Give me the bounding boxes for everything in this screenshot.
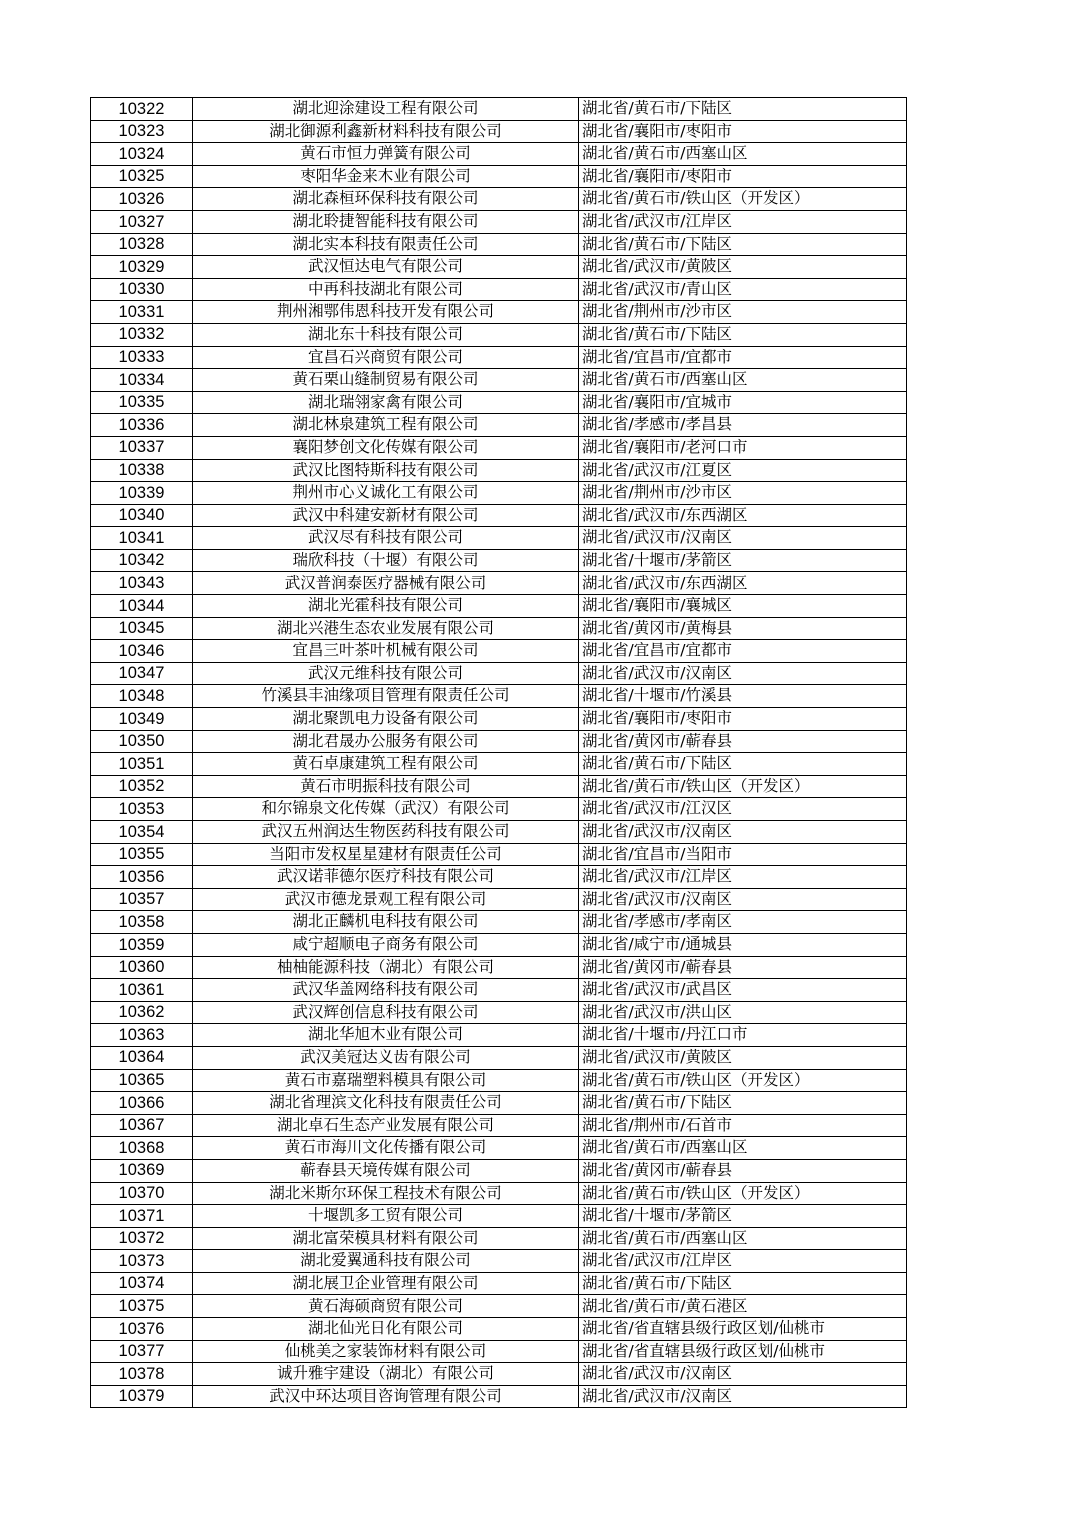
- company-name-cell: 黄石市嘉瑞塑料模具有限公司: [193, 1069, 579, 1092]
- table-row: [91, 1182, 907, 1205]
- table-row: [91, 685, 907, 708]
- company-location-cell: 湖北省/省直辖县级行政区划/仙桃市: [579, 1340, 907, 1363]
- company-location-cell: 湖北省/黄石市/下陆区: [579, 233, 907, 256]
- table-row: [91, 866, 907, 889]
- company-name-cell: 武汉市德龙景观工程有限公司: [193, 888, 579, 911]
- row-number-cell: 10346: [91, 640, 193, 663]
- row-number-cell: 10356: [91, 866, 193, 889]
- company-location-cell: 湖北省/武汉市/汉南区: [579, 1363, 907, 1386]
- table-row: [91, 527, 907, 550]
- row-number-cell: 10332: [91, 323, 193, 346]
- company-location-cell: 湖北省/武汉市/武昌区: [579, 979, 907, 1002]
- table-body: [91, 98, 907, 1408]
- company-name-cell: 宜昌石兴商贸有限公司: [193, 346, 579, 369]
- company-location-cell: 湖北省/武汉市/江岸区: [579, 210, 907, 233]
- company-name-cell: 襄阳梦创文化传媒有限公司: [193, 436, 579, 459]
- company-name-cell: 湖北迎涂建设工程有限公司: [193, 98, 579, 121]
- table-row: [91, 1205, 907, 1228]
- company-location-cell: 湖北省/武汉市/江岸区: [579, 1250, 907, 1273]
- company-name-cell: 蕲春县天境传媒有限公司: [193, 1159, 579, 1182]
- company-name-cell: 湖北米斯尔环保工程技术有限公司: [193, 1182, 579, 1205]
- table-row: [91, 911, 907, 934]
- company-name-cell: 黄石市明振科技有限公司: [193, 775, 579, 798]
- company-name-cell: 湖北正麟机电科技有限公司: [193, 911, 579, 934]
- company-name-cell: 湖北展卫企业管理有限公司: [193, 1272, 579, 1295]
- row-number-cell: 10378: [91, 1363, 193, 1386]
- company-name-cell: 诚升雅宇建设（湖北）有限公司: [193, 1363, 579, 1386]
- table-row: [91, 459, 907, 482]
- company-location-cell: 湖北省/黄石市/西塞山区: [579, 143, 907, 166]
- row-number-cell: 10325: [91, 165, 193, 188]
- row-number-cell: 10333: [91, 346, 193, 369]
- company-location-cell: 湖北省/宜昌市/当阳市: [579, 843, 907, 866]
- row-number-cell: 10350: [91, 730, 193, 753]
- company-location-cell: 湖北省/黄石市/西塞山区: [579, 1137, 907, 1160]
- row-number-cell: 10369: [91, 1159, 193, 1182]
- row-number-cell: 10343: [91, 572, 193, 595]
- table-row: [91, 1092, 907, 1115]
- company-name-cell: 中再科技湖北有限公司: [193, 278, 579, 301]
- row-number-cell: 10337: [91, 436, 193, 459]
- company-location-cell: 湖北省/十堰市/丹江口市: [579, 1024, 907, 1047]
- company-name-cell: 湖北光霍科技有限公司: [193, 595, 579, 618]
- row-number-cell: 10357: [91, 888, 193, 911]
- row-number-cell: 10330: [91, 278, 193, 301]
- company-location-cell: 湖北省/十堰市/竹溪县: [579, 685, 907, 708]
- company-name-cell: 湖北聚凯电力设备有限公司: [193, 708, 579, 731]
- table-row: [91, 210, 907, 233]
- company-name-cell: 湖北君晟办公服务有限公司: [193, 730, 579, 753]
- row-number-cell: 10363: [91, 1024, 193, 1047]
- row-number-cell: 10335: [91, 391, 193, 414]
- table-row: [91, 1001, 907, 1024]
- table-row: [91, 143, 907, 166]
- company-location-cell: 湖北省/黄石市/铁山区（开发区）: [579, 1182, 907, 1205]
- table-row: [91, 120, 907, 143]
- company-location-cell: 湖北省/武汉市/洪山区: [579, 1001, 907, 1024]
- row-number-cell: 10362: [91, 1001, 193, 1024]
- row-number-cell: 10347: [91, 662, 193, 685]
- table-row: [91, 165, 907, 188]
- row-number-cell: 10340: [91, 504, 193, 527]
- row-number-cell: 10364: [91, 1046, 193, 1069]
- company-name-cell: 黄石海硕商贸有限公司: [193, 1295, 579, 1318]
- row-number-cell: 10351: [91, 753, 193, 776]
- row-number-cell: 10374: [91, 1272, 193, 1295]
- company-location-cell: 湖北省/武汉市/东西湖区: [579, 572, 907, 595]
- table-row: [91, 482, 907, 505]
- company-name-cell: 湖北森桓环保科技有限公司: [193, 188, 579, 211]
- company-name-cell: 瑞欣科技（十堰）有限公司: [193, 549, 579, 572]
- table-row: [91, 1295, 907, 1318]
- company-name-cell: 黄石栗山缝制贸易有限公司: [193, 369, 579, 392]
- company-location-cell: 湖北省/襄阳市/襄城区: [579, 595, 907, 618]
- company-name-cell: 武汉中环达项目咨询管理有限公司: [193, 1385, 579, 1408]
- company-location-cell: 湖北省/黄石市/西塞山区: [579, 1227, 907, 1250]
- table-row: [91, 1340, 907, 1363]
- row-number-cell: 10376: [91, 1318, 193, 1341]
- company-name-cell: 湖北实本科技有限责任公司: [193, 233, 579, 256]
- table-row: [91, 640, 907, 663]
- table-row: [91, 979, 907, 1002]
- row-number-cell: 10366: [91, 1092, 193, 1115]
- company-name-cell: 湖北爱翼通科技有限公司: [193, 1250, 579, 1273]
- company-name-cell: 湖北富荣模具材料有限公司: [193, 1227, 579, 1250]
- row-number-cell: 10327: [91, 210, 193, 233]
- table-row: [91, 956, 907, 979]
- table-row: [91, 821, 907, 844]
- company-location-cell: 湖北省/黄石市/黄石港区: [579, 1295, 907, 1318]
- table-row: [91, 775, 907, 798]
- row-number-cell: 10379: [91, 1385, 193, 1408]
- company-location-cell: 湖北省/宜昌市/宜都市: [579, 346, 907, 369]
- company-location-cell: 湖北省/省直辖县级行政区划/仙桃市: [579, 1318, 907, 1341]
- table-row: [91, 753, 907, 776]
- row-number-cell: 10360: [91, 956, 193, 979]
- row-number-cell: 10345: [91, 617, 193, 640]
- company-name-cell: 湖北华旭木业有限公司: [193, 1024, 579, 1047]
- company-location-cell: 湖北省/黄石市/下陆区: [579, 1272, 907, 1295]
- row-number-cell: 10348: [91, 685, 193, 708]
- table-row: [91, 369, 907, 392]
- table-row: [91, 662, 907, 685]
- row-number-cell: 10329: [91, 256, 193, 279]
- row-number-cell: 10355: [91, 843, 193, 866]
- table-row: [91, 1385, 907, 1408]
- row-number-cell: 10361: [91, 979, 193, 1002]
- table-row: [91, 301, 907, 324]
- row-number-cell: 10349: [91, 708, 193, 731]
- row-number-cell: 10334: [91, 369, 193, 392]
- company-location-cell: 湖北省/襄阳市/枣阳市: [579, 708, 907, 731]
- company-name-cell: 黄石市恒力弹簧有限公司: [193, 143, 579, 166]
- company-location-cell: 湖北省/荆州市/石首市: [579, 1114, 907, 1137]
- row-number-cell: 10352: [91, 775, 193, 798]
- company-name-cell: 湖北兴港生态农业发展有限公司: [193, 617, 579, 640]
- row-number-cell: 10365: [91, 1069, 193, 1092]
- company-name-cell: 湖北林泉建筑工程有限公司: [193, 414, 579, 437]
- company-location-cell: 湖北省/黄石市/下陆区: [579, 323, 907, 346]
- company-name-cell: 武汉恒达电气有限公司: [193, 256, 579, 279]
- table-row: [91, 1137, 907, 1160]
- company-name-cell: 十堰凯多工贸有限公司: [193, 1205, 579, 1228]
- company-name-cell: 荆州湘鄂伟恩科技开发有限公司: [193, 301, 579, 324]
- row-number-cell: 10341: [91, 527, 193, 550]
- table-row: [91, 572, 907, 595]
- company-name-cell: 黄石市海川文化传播有限公司: [193, 1137, 579, 1160]
- table-row: [91, 391, 907, 414]
- company-name-cell: 柚柚能源科技（湖北）有限公司: [193, 956, 579, 979]
- row-number-cell: 10326: [91, 188, 193, 211]
- row-number-cell: 10328: [91, 233, 193, 256]
- company-location-cell: 湖北省/黄石市/铁山区（开发区）: [579, 775, 907, 798]
- company-location-cell: 湖北省/武汉市/青山区: [579, 278, 907, 301]
- company-location-cell: 湖北省/黄冈市/蕲春县: [579, 956, 907, 979]
- company-name-cell: 荆州市心义诚化工有限公司: [193, 482, 579, 505]
- table-row: [91, 188, 907, 211]
- company-name-cell: 湖北东十科技有限公司: [193, 323, 579, 346]
- table-row: [91, 436, 907, 459]
- company-location-cell: 湖北省/黄石市/下陆区: [579, 98, 907, 121]
- company-name-cell: 竹溪县丰油缘项目管理有限责任公司: [193, 685, 579, 708]
- table-row: [91, 1159, 907, 1182]
- company-name-cell: 武汉美冠达义齿有限公司: [193, 1046, 579, 1069]
- company-location-cell: 湖北省/武汉市/汉南区: [579, 1385, 907, 1408]
- company-location-cell: 湖北省/黄石市/西塞山区: [579, 369, 907, 392]
- company-name-cell: 湖北聆捷智能科技有限公司: [193, 210, 579, 233]
- row-number-cell: 10367: [91, 1114, 193, 1137]
- company-location-cell: 湖北省/武汉市/汉南区: [579, 821, 907, 844]
- row-number-cell: 10342: [91, 549, 193, 572]
- company-location-cell: 湖北省/襄阳市/宜城市: [579, 391, 907, 414]
- row-number-cell: 10344: [91, 595, 193, 618]
- table-row: [91, 549, 907, 572]
- company-name-cell: 湖北仙光日化有限公司: [193, 1318, 579, 1341]
- row-number-cell: 10322: [91, 98, 193, 121]
- table-row: [91, 1114, 907, 1137]
- company-name-cell: 武汉元维科技有限公司: [193, 662, 579, 685]
- company-location-cell: 湖北省/襄阳市/老河口市: [579, 436, 907, 459]
- company-name-cell: 枣阳华金来木业有限公司: [193, 165, 579, 188]
- table-row: [91, 1227, 907, 1250]
- company-location-cell: 湖北省/武汉市/江岸区: [579, 866, 907, 889]
- company-name-cell: 仙桃美之家装饰材料有限公司: [193, 1340, 579, 1363]
- row-number-cell: 10375: [91, 1295, 193, 1318]
- row-number-cell: 10324: [91, 143, 193, 166]
- company-location-cell: 湖北省/黄石市/下陆区: [579, 753, 907, 776]
- row-number-cell: 10368: [91, 1137, 193, 1160]
- row-number-cell: 10372: [91, 1227, 193, 1250]
- company-name-cell: 武汉尽有科技有限公司: [193, 527, 579, 550]
- row-number-cell: 10377: [91, 1340, 193, 1363]
- company-name-cell: 当阳市发权星星建材有限责任公司: [193, 843, 579, 866]
- company-location-cell: 湖北省/武汉市/汉南区: [579, 527, 907, 550]
- company-location-cell: 湖北省/武汉市/黄陂区: [579, 256, 907, 279]
- company-name-cell: 和尔锦泉文化传媒（武汉）有限公司: [193, 798, 579, 821]
- row-number-cell: 10373: [91, 1250, 193, 1273]
- table-row: [91, 730, 907, 753]
- company-location-cell: 湖北省/武汉市/江汉区: [579, 798, 907, 821]
- table-row: [91, 888, 907, 911]
- company-name-cell: 武汉中科建安新材有限公司: [193, 504, 579, 527]
- company-location-cell: 湖北省/宜昌市/宜都市: [579, 640, 907, 663]
- table-row: [91, 933, 907, 956]
- company-name-cell: 湖北瑞翎家禽有限公司: [193, 391, 579, 414]
- company-location-cell: 湖北省/武汉市/黄陂区: [579, 1046, 907, 1069]
- company-name-cell: 湖北省理滨文化科技有限责任公司: [193, 1092, 579, 1115]
- company-location-cell: 湖北省/荆州市/沙市区: [579, 301, 907, 324]
- company-name-cell: 武汉比图特斯科技有限公司: [193, 459, 579, 482]
- table-row: [91, 1250, 907, 1273]
- company-name-cell: 咸宁超顺电子商务有限公司: [193, 933, 579, 956]
- table-row: [91, 278, 907, 301]
- table-row: [91, 414, 907, 437]
- company-location-cell: 湖北省/黄石市/铁山区（开发区）: [579, 188, 907, 211]
- company-name-cell: 宜昌三叶茶叶机械有限公司: [193, 640, 579, 663]
- company-location-cell: 湖北省/咸宁市/通城县: [579, 933, 907, 956]
- table-row: [91, 595, 907, 618]
- table-row: [91, 504, 907, 527]
- table-row: [91, 1318, 907, 1341]
- company-location-cell: 湖北省/武汉市/江夏区: [579, 459, 907, 482]
- company-location-cell: 湖北省/武汉市/汉南区: [579, 888, 907, 911]
- table-row: [91, 1069, 907, 1092]
- company-location-cell: 湖北省/黄石市/下陆区: [579, 1092, 907, 1115]
- row-number-cell: 10331: [91, 301, 193, 324]
- table-row: [91, 323, 907, 346]
- company-location-cell: 湖北省/黄石市/铁山区（开发区）: [579, 1069, 907, 1092]
- company-location-cell: 湖北省/黄冈市/蕲春县: [579, 1159, 907, 1182]
- table-row: [91, 617, 907, 640]
- company-list-table: [90, 97, 907, 1408]
- company-name-cell: 武汉辉创信息科技有限公司: [193, 1001, 579, 1024]
- table-row: [91, 233, 907, 256]
- company-name-cell: 武汉五州润达生物医药科技有限公司: [193, 821, 579, 844]
- table-row: [91, 708, 907, 731]
- table-row: [91, 843, 907, 866]
- table-row: [91, 1363, 907, 1386]
- company-location-cell: 湖北省/襄阳市/枣阳市: [579, 120, 907, 143]
- table-row: [91, 1046, 907, 1069]
- company-name-cell: 湖北卓石生态产业发展有限公司: [193, 1114, 579, 1137]
- company-location-cell: 湖北省/十堰市/茅箭区: [579, 1205, 907, 1228]
- row-number-cell: 10358: [91, 911, 193, 934]
- row-number-cell: 10338: [91, 459, 193, 482]
- table-row: [91, 346, 907, 369]
- row-number-cell: 10354: [91, 821, 193, 844]
- company-location-cell: 湖北省/孝感市/孝昌县: [579, 414, 907, 437]
- company-name-cell: 武汉华盖网络科技有限公司: [193, 979, 579, 1002]
- company-location-cell: 湖北省/荆州市/沙市区: [579, 482, 907, 505]
- company-location-cell: 湖北省/襄阳市/枣阳市: [579, 165, 907, 188]
- table-row: [91, 256, 907, 279]
- company-name-cell: 黄石卓康建筑工程有限公司: [193, 753, 579, 776]
- company-name-cell: 武汉普润泰医疗器械有限公司: [193, 572, 579, 595]
- row-number-cell: 10370: [91, 1182, 193, 1205]
- company-location-cell: 湖北省/黄冈市/黄梅县: [579, 617, 907, 640]
- table-row: [91, 1272, 907, 1295]
- row-number-cell: 10359: [91, 933, 193, 956]
- row-number-cell: 10323: [91, 120, 193, 143]
- company-location-cell: 湖北省/武汉市/东西湖区: [579, 504, 907, 527]
- table-row: [91, 98, 907, 121]
- row-number-cell: 10353: [91, 798, 193, 821]
- row-number-cell: 10336: [91, 414, 193, 437]
- company-location-cell: 湖北省/孝感市/孝南区: [579, 911, 907, 934]
- row-number-cell: 10371: [91, 1205, 193, 1228]
- company-location-cell: 湖北省/十堰市/茅箭区: [579, 549, 907, 572]
- table-row: [91, 798, 907, 821]
- company-name-cell: 湖北御源利鑫新材料科技有限公司: [193, 120, 579, 143]
- row-number-cell: 10339: [91, 482, 193, 505]
- company-name-cell: 武汉诺菲德尔医疗科技有限公司: [193, 866, 579, 889]
- table-row: [91, 1024, 907, 1047]
- company-location-cell: 湖北省/武汉市/汉南区: [579, 662, 907, 685]
- company-location-cell: 湖北省/黄冈市/蕲春县: [579, 730, 907, 753]
